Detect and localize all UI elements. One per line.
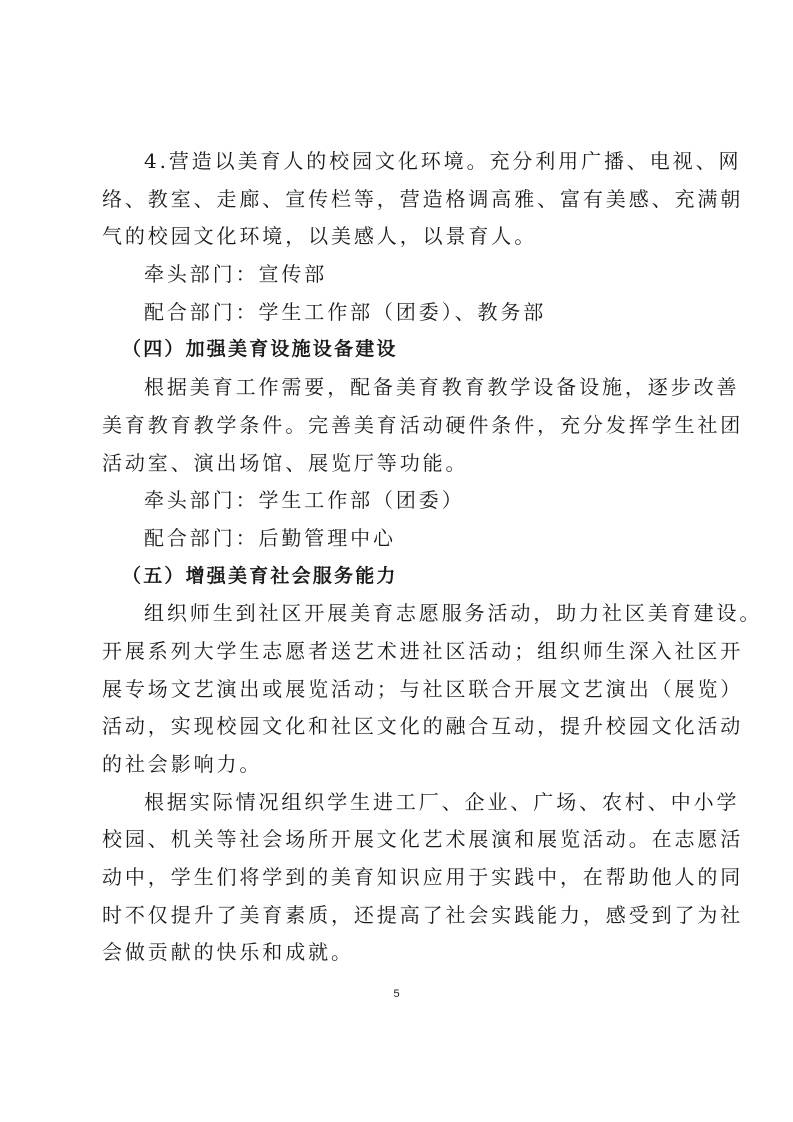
paragraph-line: 活动，实现校园文化和社区文化的融合互动，提升校园文化活动	[102, 714, 744, 739]
lead-department-line: 牵头部门：宣传部	[144, 262, 328, 287]
paragraph-line: 组织师生到社区开展美育志愿服务活动，助力社区美育建设。	[144, 601, 763, 626]
paragraph-line: 活动室、演出场馆、展览厅等功能。	[102, 450, 469, 475]
cooperating-department-line: 配合部门：后勤管理中心	[144, 525, 396, 550]
paragraph-line: 根据美育工作需要，配备美育教育教学设备设施，逐步改善	[144, 375, 740, 400]
paragraph-line: 的社会影响力。	[102, 752, 263, 776]
lead-department-line: 牵头部门：学生工作部（团委）	[144, 488, 465, 513]
paragraph-line: 4.营造以美育人的校园文化环境。充分利用广播、电视、网	[144, 149, 742, 173]
paragraph-line: 气的校园文化环境，以美感人，以景育人。	[102, 224, 538, 249]
paragraph-line: 开展系列大学生志愿者送艺术进社区活动；组织师生深入社区开	[102, 638, 744, 663]
paragraph-line: 时不仅提升了美育素质，还提高了社会实践能力，感受到了为社	[102, 902, 744, 927]
paragraph-line: 动中，学生们将学到的美育知识应用于实践中，在帮助他人的同	[102, 865, 744, 890]
paragraph-line: 美育教育教学条件。完善美育活动硬件条件，充分发挥学生社团	[102, 412, 744, 437]
section-heading: （四）加强美育设施设备建设	[122, 338, 398, 361]
page-number: 5	[393, 988, 400, 1000]
paragraph-line: 络、教室、走廊、宣传栏等，营造格调高雅、富有美感、充满朝	[102, 186, 744, 211]
paragraph-line: 根据实际情况组织学生进工厂、企业、广场、农村、中小学	[144, 789, 740, 814]
paragraph-line: 展专场文艺演出或展览活动；与社区联合开展文艺演出（展览）	[102, 676, 744, 701]
cooperating-department-line: 配合部门：学生工作部（团委）、教务部	[144, 299, 547, 324]
paragraph-line: 会做贡献的快乐和成就。	[102, 940, 354, 965]
paragraph-line: 校园、机关等社会场所开展文化艺术展演和展览活动。在志愿活	[102, 827, 744, 852]
document-body	[102, 143, 763, 972]
section-heading: （五）增强美育社会服务能力	[122, 564, 398, 587]
